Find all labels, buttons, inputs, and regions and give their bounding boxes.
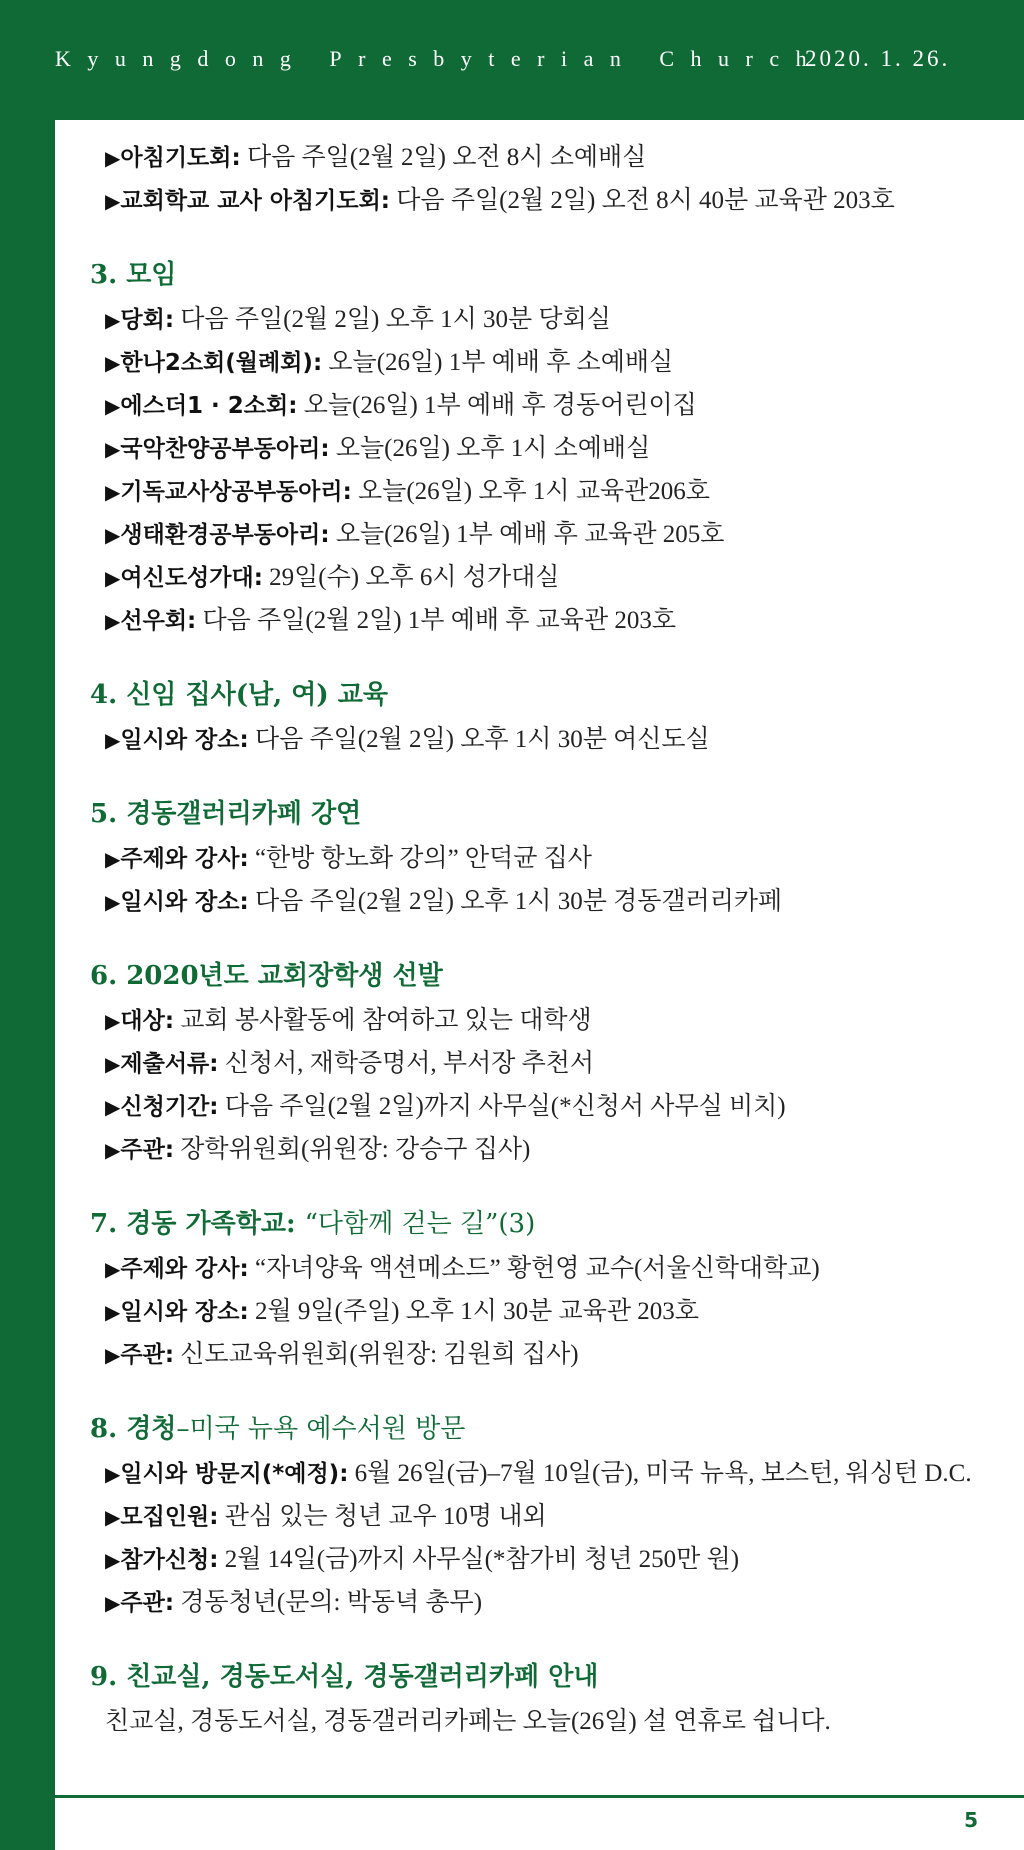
- section-title-extra: –미국 뉴욕 예수서원 방문: [176, 1414, 466, 1444]
- list-item: [90, 880, 1015, 923]
- triangle-right-icon: ▶: [105, 1548, 121, 1572]
- item-value: 신청서, 재학증명서, 부서장 추천서: [218, 1050, 595, 1077]
- list-item: [90, 1452, 1015, 1495]
- item-label: 주제와 강사:: [120, 846, 249, 872]
- item-label: 신청기간:: [120, 1094, 219, 1120]
- item-label: 당회:: [120, 307, 175, 333]
- triangle-right-icon: ▶: [105, 437, 121, 461]
- item-value: 다음 주일(2월 2일) 오후 1시 30분 여신도실: [248, 726, 710, 753]
- section-title-text: 3. 모임: [90, 260, 177, 290]
- triangle-right-icon: ▶: [105, 1591, 121, 1615]
- item-value: 교회 봉사활동에 참여하고 있는 대학생: [174, 1007, 592, 1034]
- item-label: 대상:: [120, 1008, 175, 1034]
- list-item: [90, 384, 1015, 427]
- item-label: 일시와 장소:: [120, 889, 249, 915]
- section-title: [90, 673, 1015, 718]
- section: [90, 673, 1015, 761]
- item-label: 일시와 방문지(*예정):: [120, 1461, 349, 1487]
- section: [90, 1202, 1015, 1376]
- triangle-right-icon: ▶: [105, 1257, 121, 1281]
- item-label: 국악찬양공부동아리:: [120, 436, 330, 462]
- item-label: 생태환경공부동아리:: [120, 522, 330, 548]
- item-label: 일시와 장소:: [120, 727, 249, 753]
- triangle-right-icon: ▶: [105, 847, 121, 871]
- item-label: 주관:: [120, 1137, 175, 1163]
- list-item: [90, 1495, 1015, 1538]
- item-label: 일시와 장소:: [120, 1299, 249, 1325]
- list-item: [90, 470, 1015, 513]
- section-title-text: 7. 경동 가족학교:: [90, 1209, 305, 1239]
- sections-container: [90, 253, 1015, 1743]
- item-value: 2월 14일(금)까지 사무실(*참가비 청년 250만 원): [218, 1546, 740, 1573]
- item-label: 모집인원:: [120, 1504, 219, 1530]
- section-title: [90, 792, 1015, 837]
- item-value: 다음 주일(2월 2일) 오전 8시 40분 교육관 203호: [390, 187, 895, 214]
- triangle-right-icon: ▶: [105, 1300, 121, 1324]
- item-value: 오늘(26일) 오후 1시 교육관206호: [351, 478, 710, 505]
- section-title-text: 5. 경동갤러리카페 강연: [90, 799, 362, 829]
- item-value: 다음 주일(2월 2일) 오후 1시 30분 당회실: [174, 306, 611, 333]
- item-label: 참가신청:: [120, 1547, 219, 1573]
- list-item: [90, 1085, 1015, 1128]
- triangle-right-icon: ▶: [105, 351, 121, 375]
- item-label: 에스더1 · 2소회:: [120, 393, 298, 419]
- triangle-right-icon: ▶: [105, 728, 121, 752]
- triangle-right-icon: ▶: [105, 1052, 121, 1076]
- list-item: [90, 136, 1015, 179]
- item-value: 경동청년(문의: 박동녁 총무): [174, 1589, 483, 1616]
- list-item: [90, 1128, 1015, 1171]
- triangle-right-icon: ▶: [105, 1095, 121, 1119]
- triangle-right-icon: ▶: [105, 566, 121, 590]
- item-label: 제출서류:: [120, 1051, 219, 1077]
- item-value: “자녀양육 액션메소드” 황헌영 교수(서울신학대학교): [248, 1255, 820, 1282]
- section-title: [90, 1202, 1015, 1247]
- section: [90, 792, 1015, 923]
- item-value: 2월 9일(주일) 오후 1시 30분 교육관 203호: [248, 1298, 699, 1325]
- item-label: 주관:: [120, 1590, 175, 1616]
- list-item: [90, 1290, 1015, 1333]
- intro-items: [90, 136, 1015, 222]
- list-item: [90, 1581, 1015, 1624]
- item-value: 다음 주일(2월 2일)까지 사무실(*신청서 사무실 비치): [218, 1093, 786, 1120]
- triangle-right-icon: ▶: [105, 1009, 121, 1033]
- triangle-right-icon: ▶: [105, 1462, 121, 1486]
- section-title-text: 8. 경청: [90, 1414, 177, 1444]
- section: [90, 253, 1015, 642]
- triangle-right-icon: ▶: [105, 1343, 121, 1367]
- list-item: [90, 1538, 1015, 1581]
- section-title: [90, 1655, 1015, 1700]
- item-label: 주관:: [120, 1342, 175, 1368]
- item-value: 오늘(26일) 1부 예배 후 교육관 205호: [329, 521, 725, 548]
- item-label: 아침기도회:: [120, 145, 241, 171]
- item-value: 다음 주일(2월 2일) 오전 8시 소예배실: [240, 144, 647, 171]
- item-value: 오늘(26일) 오후 1시 소예배실: [329, 435, 651, 462]
- item-label: 기독교사상공부동아리:: [120, 479, 352, 505]
- section-text: 친교실, 경동도서실, 경동갤러리카페는 오늘(26일) 설 연휴로 쉽니다.: [105, 1708, 831, 1735]
- section: [90, 954, 1015, 1171]
- triangle-right-icon: ▶: [105, 1138, 121, 1162]
- item-value: 6월 26일(금)–7월 10일(금), 미국 뉴욕, 보스턴, 워싱턴 D.C.: [348, 1460, 972, 1487]
- list-item: [90, 599, 1015, 642]
- page-number: 5: [964, 1808, 978, 1832]
- item-value: 오늘(26일) 1부 예배 후 소예배실: [322, 349, 674, 376]
- triangle-right-icon: ▶: [105, 189, 121, 213]
- section-title: [90, 1407, 1015, 1452]
- triangle-right-icon: ▶: [105, 146, 121, 170]
- section-title: [90, 954, 1015, 999]
- list-item: [90, 513, 1015, 556]
- list-item: [90, 1042, 1015, 1085]
- triangle-right-icon: ▶: [105, 609, 121, 633]
- list-item: [90, 427, 1015, 470]
- list-item: [90, 718, 1015, 761]
- announcements: [90, 136, 1015, 1743]
- list-item: [90, 1247, 1015, 1290]
- item-value: 오늘(26일) 1부 예배 후 경동어린이집: [297, 392, 697, 419]
- section-title-text: 4. 신임 집사(남, 여) 교육: [90, 680, 388, 710]
- item-value: “한방 항노화 강의” 안덕균 집사: [248, 845, 592, 872]
- item-value: 신도교육위원회(위원장: 김원희 집사): [174, 1341, 579, 1368]
- triangle-right-icon: ▶: [105, 480, 121, 504]
- list-item: [90, 1333, 1015, 1376]
- item-label: 선우회:: [120, 608, 197, 634]
- triangle-right-icon: ▶: [105, 523, 121, 547]
- item-label: 한나2소회(월례회):: [120, 350, 323, 376]
- list-item: [90, 179, 1015, 222]
- item-value: 29일(수) 오후 6시 성가대실: [262, 564, 560, 591]
- triangle-right-icon: ▶: [105, 890, 121, 914]
- list-item: [90, 999, 1015, 1042]
- bulletin-date: 2020. 1. 26.: [805, 46, 951, 71]
- item-label: 주제와 강사:: [120, 1256, 249, 1282]
- section-title-text: 6. 2020년도 교회장학생 선발: [90, 961, 443, 991]
- section-title-text: 9. 친교실, 경동도서실, 경동갤러리카페 안내: [90, 1662, 599, 1692]
- section: [90, 1655, 1015, 1743]
- item-value: 장학위원회(위원장: 강승구 집사): [174, 1136, 531, 1163]
- triangle-right-icon: ▶: [105, 1505, 121, 1529]
- section-title-extra: “다함께 걷는 길”(3): [304, 1209, 536, 1239]
- item-value: 관심 있는 청년 교우 10명 내외: [218, 1503, 547, 1530]
- item-value: 다음 주일(2월 2일) 1부 예배 후 교육관 203호: [196, 607, 677, 634]
- item-label: 여신도성가대:: [120, 565, 263, 591]
- item-label: 교회학교 교사 아침기도회:: [120, 188, 391, 214]
- list-item: [90, 341, 1015, 384]
- list-item: [90, 837, 1015, 880]
- footer-divider: [55, 1795, 1024, 1798]
- item-value: 다음 주일(2월 2일) 오후 1시 30분 경동갤러리카페: [248, 888, 783, 915]
- church-name: Kyungdong Presbyterian Church: [55, 46, 824, 71]
- section-title: [90, 253, 1015, 298]
- triangle-right-icon: ▶: [105, 308, 121, 332]
- list-item: [90, 298, 1015, 341]
- left-sidebar-stripe: [0, 0, 55, 1850]
- triangle-right-icon: ▶: [105, 394, 121, 418]
- section: [90, 1407, 1015, 1624]
- list-item: [90, 556, 1015, 599]
